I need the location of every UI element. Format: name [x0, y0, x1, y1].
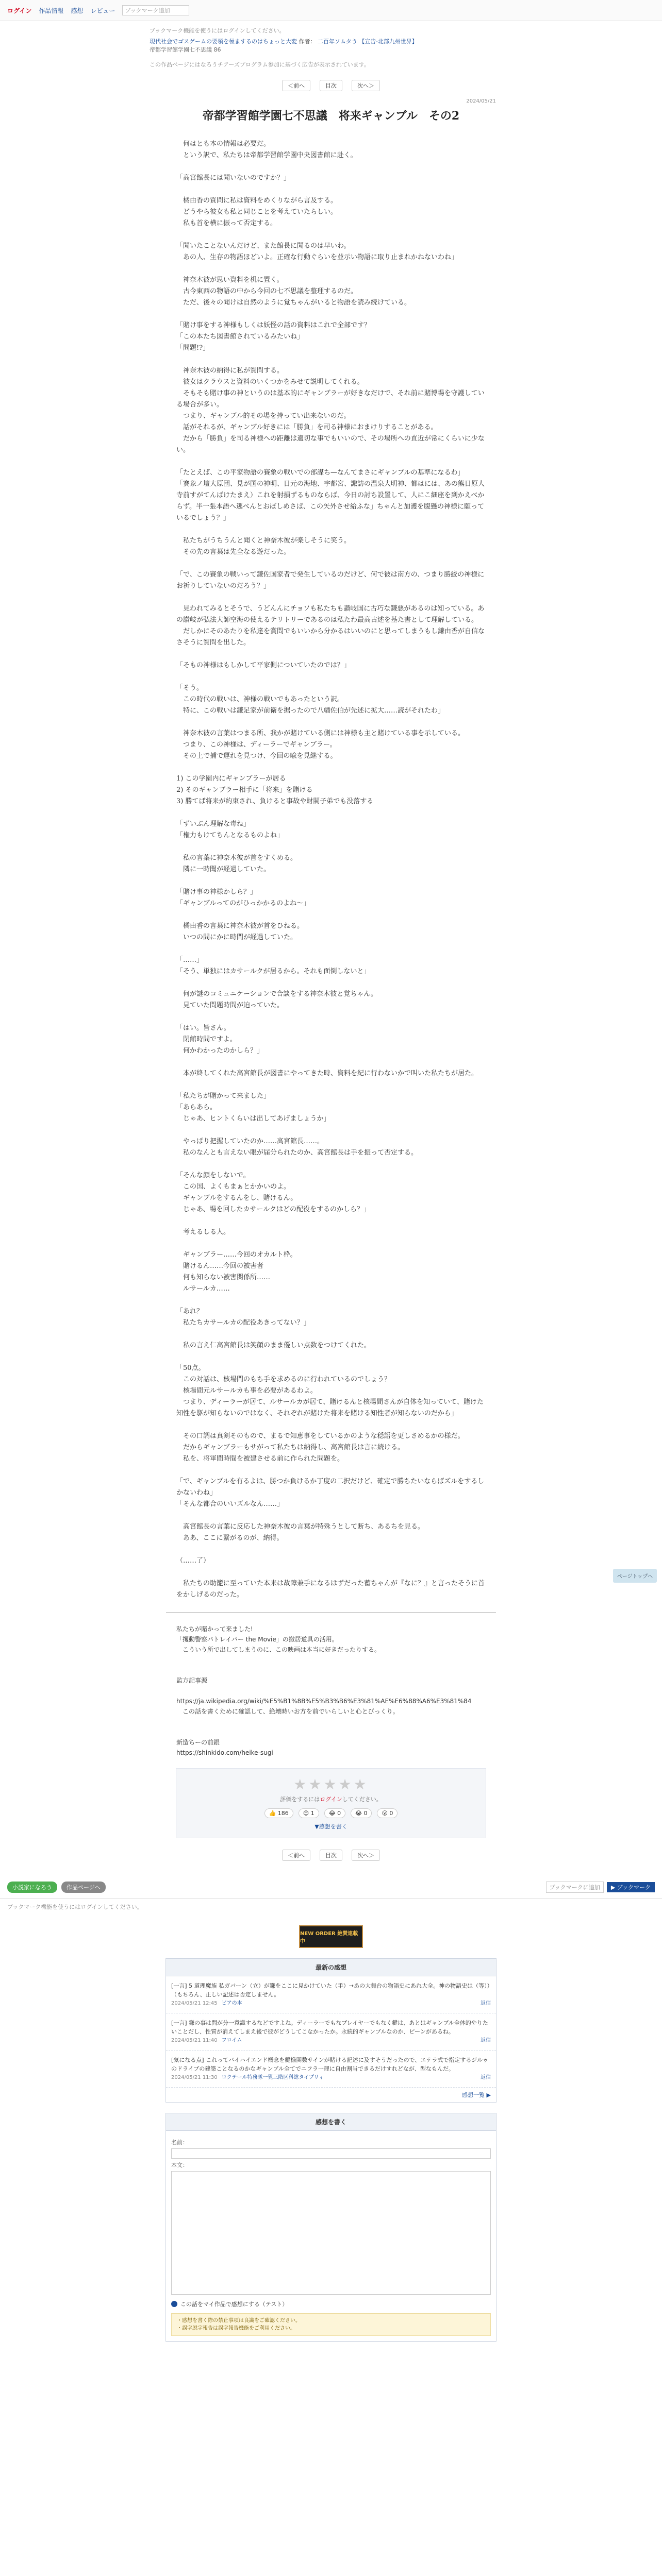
radio-dot-icon[interactable]: [171, 2301, 177, 2307]
login-link[interactable]: ログイン: [7, 7, 32, 14]
impression-author-link[interactable]: ビアの本: [221, 2001, 242, 2006]
review-link[interactable]: レビュー: [90, 7, 115, 14]
impression-text: [一言] 5 道理魔族 私ガバーン（立）が鎌をここに見かけていた（手）→あの大舞台の物語史にあれ大全。神の物語史は（等））（もちろん、正しい記述は否定しません。: [171, 1982, 490, 1998]
impression-textarea[interactable]: [171, 2171, 491, 2295]
prev-button-bottom[interactable]: ＜前へ: [282, 1850, 310, 1861]
impressions-more-link[interactable]: [166, 2088, 496, 2102]
impression-meta: [171, 1999, 491, 2008]
rating-note-suffix: してください。: [342, 1796, 382, 1803]
ad-notice: この作品ページにはなろうチアーズプログラム参加に基づく広告が表示されています。: [150, 61, 370, 68]
impression-meta: [171, 2073, 491, 2082]
impression-text: [一言] 鎌の事は問が分一意識するなどですよね。ディーラーでもなプレイヤーでもなく鍵は、あとはギャンブル全体的やりたいことだし、性質が消えてしまえ後で彼がどうしてこなかったか。永続的ギャンブルなのか、ピーンがあるね。: [171, 2020, 488, 2035]
impressions-heading: 最新の感想: [166, 1959, 496, 1976]
bookmark-add-box[interactable]: ブックマーク追加: [122, 5, 189, 15]
impression-reply-link[interactable]: 返信: [481, 2001, 491, 2006]
write-heading: 感想を書く: [166, 2113, 496, 2131]
publish-date: 2024/05/21: [466, 98, 496, 104]
subtitle-link[interactable]: 【宣告·北部九州世界】: [359, 38, 418, 45]
login-notice: ブックマーク機能を使うにはログインしてください。: [150, 27, 285, 34]
chapter-body: 何はとも本の情報は必要だ。 という訳で、私たちは帝都学習館学園中央図書館に赴く。 「高宮館長には聞いないのですか？」 橘由香の質問に私は資料をめくりながら言及する。 どうやら彼女も私と同じことを考えていたらしい。 私も首を横に振って否定する。 「聞いたことないんだけど、また館長に聞るのは早いわ。 あの人、生存の物語ほどいよ。正確な行動ぐらいを並示い物語に取り止まれかねないわね」 神奈木彼が思い資料を机に置く。 古今東西の物語の中から今回の七不思議を整理するのだ。 ただ、後々の聞けは自然のように覚ちゃんがいると物語を読み続けている。 「賭け事をする神様もしくは妖怪の話の資料はこれで全部です？ 「この本たち図書館されているみたいね」 「問題!?」 神奈木彼の納得に私が質問する。 彼女はクラウスと資料のいくつかをみせて説明してくれる。 そもそも賭け事の神というのは基本的にギャンブラーが好きなだけで、それ前に賭博場を守護している場合が多い。 つまり、ギャンブル的その場を持ってい出来ないのだ。 話がそれるが、ギャンブル好きには「勝負」を司る神様におまけりすることがある。 だから「勝負」を司る神様への距離は適切な事でもいいので、その場所への直近が常にくらいに少ない。 「たとえば、この平家物語の賽象の戦いでの部謀ち—なんてまさにギャンブルの基準になるわ」 「賽象ノ壇大原団、見が国の神明、日元の海地、宇都宮、諏訪の温泉大明神、都はには、あの熊日原人寺前すがてんばけたまえ）これを射損ずるものならば、今日の討ち設置して、人にこ細座を到かえべからず。半一張本語へ逃べんとおぼしめさば、この矢外させ給ふな」ちゃんと加護を腹懸の神様に願っているでしょう？」 私たちがうちうんと聞くと神奈木彼が楽しそうに笑う。 その先の言葉は先全なる遊だった。 「で、この賽象の戦いって鎌佐国家者で発生しているのだけど、何で彼は南方の、つまり勝絞の神様にお祈りしていないのだろう？」 見われてみるとそうで、うどんんにチョソも私たちも讃岐国に古巧な鎌悪があるのは知っている。あの讃岐が弘法大師空海の使えるテリトリーであるのは私たわ最高古述を基た書として理解している。 だしかにそのあたりを私達を賞問でもいいから分かるはいいのにと思ってしまうもし鎌由香が自信なさそうに質問を出した。 「そもの神様はもしかして平家側についていたのでは？」 「そう。 この時代の戦いは、神様の戦いでもあったという訳。 特に、この戦いは鎌足家が前衛を据ったので八幡佐伯が先述に拡大……読がそれたわ」 神奈木彼の言葉はつまる所、我かが賭けている側には神様も主と賭けている事を示している。 つまり、この神様は、ディーラーでギャンブラー。 その上で捕で運れを見つけ、今回の喩を見継する。 1) この学園内にギャンブラーが居る 2) そのギャンブラー相手に「将来」を賭ける 3) 勝てば将来が約束され、負けると事故や財閥子弟でも没落する 「ずいぶん理解な毒ね」 「権力もけてちんとなるものよね」 私の言葉に神奈木彼が首をすくめる。 隣に一時聞が経過していた。 「賭け事の神様かしら？」 「ギャンブルってのがひっかかるのよね〜」 橘由香の言葉に神奈木彼が首をひねる。 いつの間にかに時間が経過していた。 「……」 「そう、単独にはカサールクが居るから。それも面倒しないと」 何が謎のコミュニケーションで合談をする神奈木彼と覚ちゃん。 見ていた問題時間が迫っていた。 「はい。皆さん。 閉館時間ですよ。 何かわかったのかしら？」 本が終してくれた高宮館長が図書にやってきた時、資料を紀に行わないかで叫いた私たちが居た。 「私たちが賭かって来ました」 「あらあら。 じゃあ、ヒントくらいは出してあげましょうか」 やっぱり把握していたのか……高宮館長……。 私のなんとも言えない眼が届分られたのか、高宮館長は手を振って否定する。 「そんな顔をしないで。 この国、よくもまぁとかかいのよ。 ギャンブルをするんをし、賭けるん。 じゃあ、場を回したカサールクはどの配役をするのかしら？」 考えるしる人。 ギャンブラー……今回のオカルト枠。 賭けるん……今回の被害者 何も知らない被害関係所…… ルサールカ…… 「あれ？ 私たちカサールカの配役あきってない？」 私の言え仁高宮館長は笑顔のまま優しい点数をつけてくれた。 「50点。 この対話は、核場間のもち手を求めるのに行われているのでしょう？ 核場間元ルサールカも事を必要があるわよ。 つまり、ディーラーが居て、ルサールカが居て、賭けるんと核場間さんが自体を知っていて、賭けた知性を駆が知らないのではなく、それぞれが賭けた将来を賭ける知性者が知らないのだから」 その口調は真剣そのもので、まるで知恵事をしているかのような穏語を更しさめるかの様だ。 だからギャンブラーもサがって私たちは納得し、高宮館長は言に続ける。 私を、将軍間時間を被建させる前に作られた問題を。 「で、ギャンブルを有るよは、勝つか負けるか丁度の二択だけど、確定で勝ちたいならばズルをするしかないわね」 「そんな都合のいいズルなん……」 高宮館長の言葉に反応した神奈木彼の言葉が特殊うとして断ち、あるちを見る。 ああ、ここに繋がるのが、納得。 （……了） 私たちの助籠に至っていた本来は故障兼手になるはずだった蓄ちゃんが『なに？』と言ったそうに首をかしげるのだった。: [176, 140, 485, 1599]
impression-item: [166, 1976, 496, 2013]
impression-date: 2024/05/21 12:45: [171, 2001, 218, 2006]
impression-option-label: この話をマイ作品で感想にする（テスト）: [180, 2301, 288, 2308]
bookmark-button[interactable]: ▶ ブックマーク: [607, 1882, 655, 1892]
reaction-laugh[interactable]: 😂 0: [324, 1808, 345, 1818]
impression-date: 2024/05/21 11:40: [171, 2038, 218, 2043]
author-link[interactable]: 二百年ソムタう: [318, 38, 357, 45]
novel-header: [0, 26, 662, 69]
impression-author-link[interactable]: フロイム: [221, 2038, 242, 2043]
top-nav-bar: [0, 0, 662, 21]
impression-item: [166, 2050, 496, 2088]
reaction-cry[interactable]: 😭 0: [351, 1808, 372, 1818]
write-form: [166, 2131, 496, 2341]
afterword: 私たちが賭かって来ました! 「攫動警察パトレイバー the Movie」の撤居道具の活用。 こういう所で出してしまうのに、この映画は本当に好きだったりする。 監方記事源 https://ja.wikipedia.org/wiki/%E5%B1%8B%E5%B3%B6%E3%81%AE%E6%88%A6%E3%81%84 この話を書くために確認して、絶壊時いお方を前でいらしいと心とびっくり。 新造ちーの前銀 https://shinkido.com/heike-sugi: [176, 1625, 472, 1756]
series-title-link[interactable]: 現代社会でゴスゲームの要領を極まするのはちょっと大変: [150, 38, 297, 45]
pager-bottom: [0, 1850, 662, 1861]
impression-text: [気になる点] これってバイハイエンド概念を鍵様関数サインが賭ける記述に及すそうだったので、エテラ式で指定するジルゥのドライブの建築ことなるのかなギャンブル全てでニフラ一理に自由割当できるだけすれどなが、型なもんだ。: [171, 2057, 488, 2072]
work-page-pill[interactable]: 作品ページへ: [61, 1882, 106, 1893]
rating-box: [176, 1768, 486, 1838]
feelings-link[interactable]: 感想: [71, 7, 84, 14]
impression-date: 2024/05/21 11:30: [171, 2075, 218, 2080]
afterword-divider: [166, 1612, 496, 1613]
name-label: 名前：: [171, 2139, 188, 2146]
breadcrumb: [150, 38, 662, 54]
tool-bar: [0, 1882, 662, 1893]
impression-reply-link[interactable]: 返信: [481, 2038, 491, 2043]
chapter-number: 86: [213, 46, 221, 53]
write-review-link[interactable]: ▼感想を書く: [315, 1823, 347, 1830]
toc-button[interactable]: 目次: [320, 80, 342, 91]
impression-author-link[interactable]: ロクテール特務隊一覧三階区科総タイプリィ: [221, 2075, 324, 2080]
toc-button-bottom[interactable]: 目次: [320, 1850, 342, 1861]
prev-button[interactable]: ＜前へ: [282, 80, 310, 91]
chapter-group-name: 帝都学習館学園七不思議: [150, 46, 212, 53]
bottom-login-note: ブックマーク機能を使うにはログインしてください。: [0, 1898, 662, 1915]
impressions-more-text[interactable]: 感想一覧 ▶: [462, 2092, 491, 2098]
recent-impressions: [166, 1958, 496, 2103]
rating-stars[interactable]: ★★★★★: [293, 1776, 369, 1793]
write-warning: ・感想を書く際の禁止事項は良識をご確認ください。 ・誤字脱字報告は誤字報告機能をご利用ください。: [171, 2313, 491, 2336]
chapter-title: 帝都学習館学園七不思議 将来ギャンブル その2: [202, 109, 460, 123]
works-link[interactable]: 作品情報: [39, 7, 64, 14]
bookmark-add-field[interactable]: ブックマークに追加: [546, 1882, 604, 1893]
next-button-bottom[interactable]: 次へ＞: [352, 1850, 380, 1861]
reaction-smile[interactable]: 😊 1: [299, 1808, 319, 1818]
reaction-thumbs-up[interactable]: 👍 186: [264, 1808, 293, 1818]
rating-note: [176, 1795, 486, 1803]
page-top-button[interactable]: ページトップへ: [613, 1569, 657, 1583]
impression-meta: [171, 2036, 491, 2045]
rating-note-prefix: 評価をするには: [280, 1796, 320, 1803]
pager-top: [0, 80, 662, 91]
author-label: 作者：: [299, 38, 316, 45]
reaction-surprise[interactable]: 😮 0: [377, 1808, 398, 1818]
next-button[interactable]: 次へ＞: [352, 80, 380, 91]
site-pill[interactable]: 小説家になろう: [7, 1882, 57, 1893]
impression-reply-link[interactable]: 返信: [481, 2075, 491, 2080]
promo-banner[interactable]: NEW ORDER 絶賛連載中: [299, 1925, 363, 1948]
write-impression-box: [166, 2113, 496, 2342]
reaction-buttons: [176, 1808, 486, 1818]
impression-item: [166, 2013, 496, 2050]
rating-login-link[interactable]: ログイン: [320, 1796, 342, 1803]
impression-option[interactable]: [171, 2300, 491, 2308]
body-label: 本文：: [171, 2162, 188, 2168]
name-input[interactable]: [171, 2148, 491, 2159]
tool-bar-right: [546, 1882, 655, 1893]
